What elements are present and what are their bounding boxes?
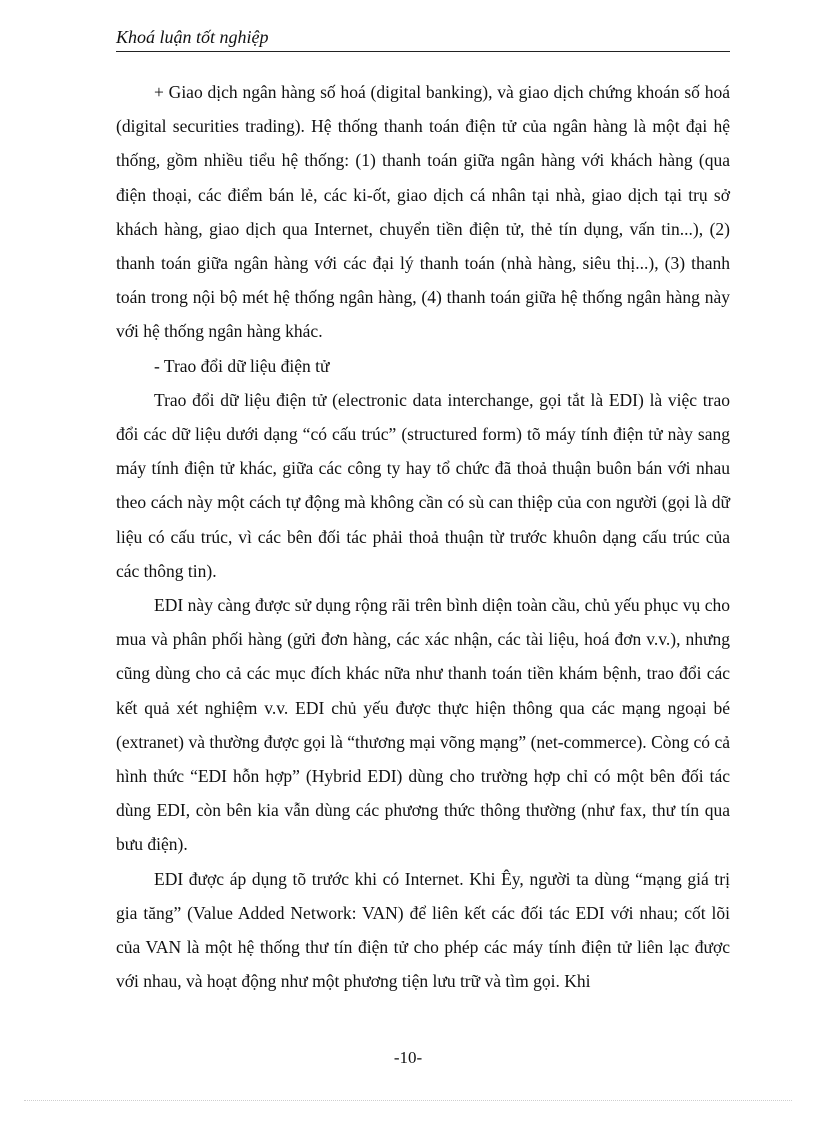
running-header bbox=[116, 26, 730, 52]
page-edge-divider bbox=[24, 1100, 792, 1101]
paragraph-edi-usage: EDI này càng được sử dụng rộng rãi trên bình diện toàn cầu, chủ yếu phục vụ cho mua và phân phối hàng (gửi đơn hàng, các xác nhận, các tài liệu, hoá đơn v.v.), nhưng cũng dùng cho cả các mục đích khác nữa như thanh toán tiền khám bệnh, trao đổi các kết quả xét nghiệm v.v. EDI chủ yếu được thực hiện thông qua các mạng ngoại bé (extranet) và thường được gọi là “thương mại võng mạng” (net-commerce). Còng có cả hình thức “EDI hỗn hợp” (Hybrid EDI) dùng cho trường hợp chỉ có một bên đối tác dùng EDI, còn bên kia vẫn dùng các phương thức thông thường (như fax, thư tín qua bưu điện). bbox=[116, 595, 730, 855]
page-body bbox=[116, 75, 730, 998]
page-footer bbox=[0, 1047, 816, 1069]
paragraph-edi-definition: Trao đổi dữ liệu điện tử (electronic data interchange, gọi tắt là EDI) là việc trao đổi các dữ liệu dưới dạng “có cấu trúc” (structured form) tõ máy tính điện tử này sang máy tính điện tử khác, giữa các công ty hay tổ chức đã thoả thuận buôn bán với nhau theo cách này một cách tự động mà không cần có sù can thiệp của con người (gọi là dữ liệu có cấu trúc, vì các bên đối tác phải thoả thuận từ trước khuôn dạng cấu trúc của các thông tin). bbox=[116, 389, 730, 581]
header-title: Khoá luận tốt nghiệp bbox=[116, 27, 269, 47]
paragraph-digital-banking: + Giao dịch ngân hàng số hoá (digital banking), và giao dịch chứng khoán số hoá (digital securities trading). Hệ thống thanh toán điện tử của ngân hàng là một đại hệ thống, gồm nhiều tiểu hệ thống: (1) thanh toán giữa ngân hàng với khách hàng (qua điện thoại, các điểm bán lẻ, các ki-ốt, giao dịch cá nhân tại nhà, giao dịch tại trụ sở khách hàng, giao dịch qua Internet, chuyển tiền điện tử, thẻ tín dụng, vấn tin...), (2) thanh toán giữa ngân hàng với các đại lý thanh toán (nhà hàng, siêu thị...), (3) thanh toán trong nội bộ mét hệ thống ngân hàng, (4) thanh toán giữa hệ thống ngân hàng này với hệ thống ngân hàng khác. bbox=[116, 82, 730, 342]
page-number: -10- bbox=[393, 1048, 423, 1067]
paragraph-edi-van: EDI được áp dụng tõ trước khi có Internet. Khi Êy, người ta dùng “mạng giá trị gia tăng” (Value Added Network: VAN) để liên kết các đối tác EDI với nhau; cốt lõi của VAN là một hệ thống thư tín điện tử cho phép các máy tính điện tử liên lạc được với nhau, và hoạt động như một phương tiện lưu trữ và tìm gọi. Khi bbox=[116, 868, 730, 992]
paragraph-edi-heading: - Trao đổi dữ liệu điện tử bbox=[154, 355, 330, 376]
